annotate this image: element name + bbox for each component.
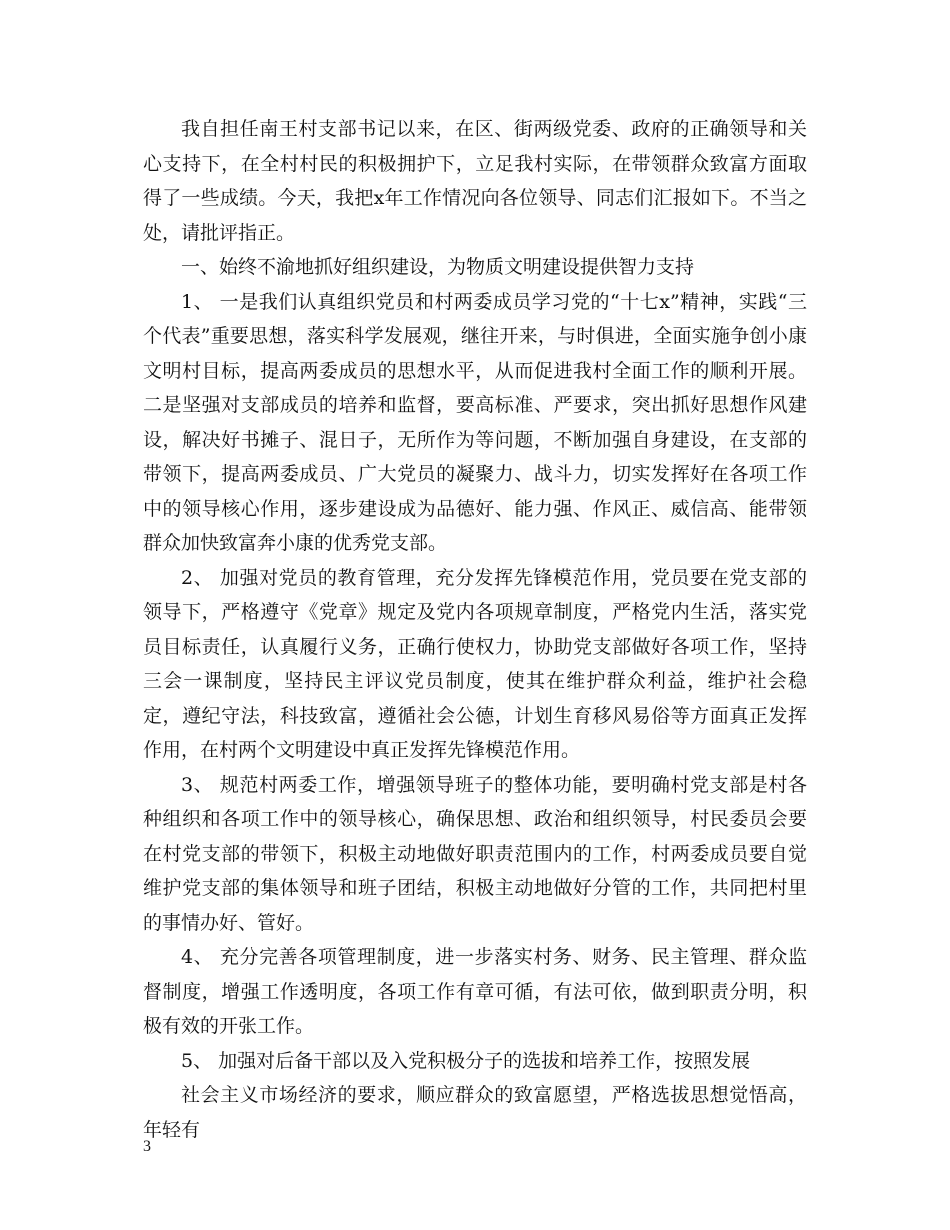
item-1-paragraph: 1、 一是我们认真组织党员和村两委成员学习党的“十七x”精神，实践“三个代表”重要思想，落实科学发展观，继往开来，与时俱进，全面实施争创小康文明村目标，提高两委成员的思想水平，从而促进我村全面工作的顺利开展。二是坚强对支部成员的培养和监督，要高标准、严要求，突出抓好思想作风建设，解决好书摊子、混日子，无所作为等问题，不断加强自身建设，在支部的带领下，提高两委成员、广大党员的凝聚力、战斗力，切实发挥好在各项工作中的领导核心作用，逐步建设成为品德好、能力强、作风正、威信高、能带领群众加快致富奔小康的优秀党支部。 — [143, 290, 807, 554]
intro-paragraph: 我自担任南王村支部书记以来，在区、街两级党委、政府的正确领导和关心支持下，在全村村民的积极拥护下，立足我村实际，在带领群众致富方面取得了一些成绩。今天，我把x年工作情况向各位领导、同志们汇报如下。不当之处，请批评指正。 — [143, 118, 807, 244]
item-3-paragraph: 3、 规范村两委工作，增强领导班子的整体功能，要明确村党支部是村各种组织和各项工作中的领导核心，确保思想、政治和组织领导，村民委员会要在村党支部的带领下，积极主动地做好职责范围内的工作，村两委成员要自觉维护党支部的集体领导和班子团结，积极主动地做好分管的工作，共同把村里的事情办好、管好。 — [143, 773, 807, 934]
item-2-paragraph: 2、 加强对党员的教育管理，充分发挥先锋模范作用，党员要在党支部的领导下，严格遵守《党章》规定及党内各项规章制度，严格党内生活，落实党员目标责任，认真履行义务，正确行使权力，协助党支部做好各项工作，坚持三会一课制度，坚持民主评议党员制度，使其在维护群众利益，维护社会稳定，遵纪守法，科技致富，遵循社会公德，计划生育移风易俗等方面真正发挥作用，在村两个文明建设中真正发挥先锋模范作用。 — [143, 566, 807, 761]
page-number: 3 — [143, 1138, 151, 1155]
continuation-paragraph: 社会主义市场经济的要求，顺应群众的致富愿望，严格选拔思想觉悟高，年轻有 — [143, 1084, 807, 1141]
document-body — [143, 112, 807, 1147]
section-heading: 一、始终不渝地抓好组织建设，为物质文明建设提供智力支持 — [181, 256, 695, 278]
item-5-paragraph: 5、 加强对后备干部以及入党积极分子的选拔和培养工作，按照发展 — [181, 1049, 751, 1072]
item-4-paragraph: 4、 充分完善各项管理制度，进一步落实村务、财务、民主管理、群众监督制度，增强工作透明度，各项工作有章可循，有法可依，做到职责分明，积极有效的开张工作。 — [143, 946, 807, 1037]
